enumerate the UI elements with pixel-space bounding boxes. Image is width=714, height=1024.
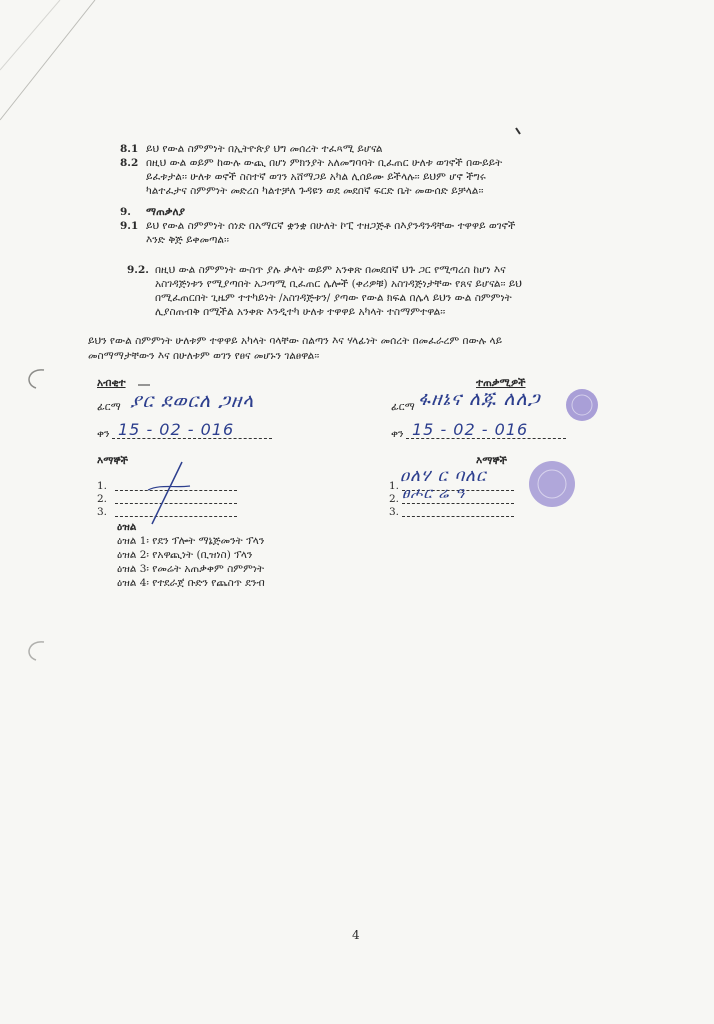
attachment-1: ዕዝል 1፡ የደን ፕሎት ማኔጅመንት ፕላን [117, 535, 265, 547]
right-witness-3-number: 3. [389, 506, 400, 518]
section-9-title: ማጠቃለያ [146, 206, 186, 218]
left-witnesses-heading: እማኞች [97, 455, 129, 467]
left-date-line [112, 438, 272, 439]
left-witness-1-number: 1. [97, 480, 108, 492]
clause-8-2-number: 8.2 [120, 157, 139, 169]
clause-9-2-line-1: በዚህ ውል ስምምነት ውስጥ ያሉ ቃላት ወይም አንቀጽ በመደበኛ ህጉ ጋር የሚጣረስ ከሆነ እና [155, 264, 506, 276]
right-signature: ፋዘኔና ለጁ ለለጋ [418, 388, 541, 410]
page-number: 4 [352, 928, 360, 942]
clause-9-2-line-4: ሊያስጠብቅ በሚችል አንቀጽ እንዲተካ ሁለቱ ተዋዋይ አካላት ተስማምተዋል፡፡ [155, 306, 446, 318]
clause-8-1-text: ይህ የውል ስምምነት በኢትዮጵያ ህግ መሰረት ተፈጻሚ ይሆናል [146, 143, 383, 155]
left-heading-strike [138, 378, 150, 390]
attachment-2: ዕዝል 2፡ የአዋጪነት (ቢዝነስ) ፕላን [117, 549, 253, 561]
left-witness-2-number: 2. [97, 493, 108, 505]
right-witness-2-line [402, 503, 514, 504]
clause-9-1-line-2: እንድ ቅጅ ይቀመጣል፡፡ [146, 234, 229, 246]
right-witness-stamp [526, 456, 578, 512]
right-witness-2-number: 2. [389, 493, 400, 505]
left-witness-3-number: 3. [97, 506, 108, 518]
section-9-number: 9. [120, 206, 131, 218]
left-date: 15 - 02 - 016 [118, 420, 235, 439]
right-sign-stamp [562, 385, 602, 425]
attachment-4: ዕዝል 4፡ የተደራጀ ቡድን የጨስጥ ደንብ [117, 577, 265, 589]
right-sign-label: ፊርማ [391, 401, 415, 413]
attachments-heading: ዕዝል [117, 521, 137, 533]
clause-9-2-number: 9.2. [127, 264, 149, 276]
clause-8-2-line-1: በዚህ ውል ወይም ከውሉ ውጪ በሆነ ምክንያት አለመግባባት ቢፈጠር ሁለቱ ወገኖች በውይይት [146, 157, 503, 169]
attachment-3: ዕዝል 3፡ የመሬት አጠቃቀም ስምምነት [117, 563, 265, 575]
right-witnesses-heading: እማኞች [476, 455, 508, 467]
clause-8-1-number: 8.1 [120, 143, 139, 155]
clause-9-1-number: 9.1 [120, 220, 139, 232]
left-date-label: ቀን [97, 428, 110, 440]
clause-8-2-line-2: ይፈቱታል፡፡ ሁለቱ ወኖች ስስተኛ ወገን አሸማጋይ አካል ሊሰይሙ ይችላሉ፡፡ ይህም ሆኖ ችግሩ [146, 171, 486, 183]
left-witness-scribble [140, 460, 200, 530]
right-party-heading: ተጠቃሚዎች [476, 377, 526, 389]
punch-hole-top [22, 366, 46, 390]
clause-9-2-line-3: በሚፈጠርበት ጊዜም ተተካይነት /አስገዳጅቱን/ ያጣው የውል ክፍል በሌላ ይህን ውል ስምምነት [155, 292, 512, 304]
right-date: 15 - 02 - 016 [412, 420, 529, 439]
closing-line-2: መስማማታቸውን እና በሁለቱም ወገን የፀና መሆኑን ገልፀዋል፡፡ [88, 350, 320, 362]
left-sign-label: ፊርማ [97, 401, 121, 413]
clause-8-2-line-3: ካልተፈታና ስምምነት መድረስ ካልተቻለ ጉዳዩን ወደ መደበኛ ፍርድ ቤት መውሰድ ይቻላል፡፡ [146, 185, 484, 197]
left-party-heading: አብቂተ [97, 377, 126, 389]
clause-9-2-line-2: አስገዳጅነቱን የሚያጣበት አጋጣሚ ቢፈጠር ሌሎች (ቀሪዎቹ) አስገዳጅነታቸው የጸና ይሆናል፡፡ ይህ [155, 278, 522, 290]
left-signature: ያር ደወርለ ጋዘላ [130, 390, 255, 412]
right-date-label: ቀን [391, 428, 404, 440]
right-witness-2-signature: ፀሖር ሬ ዓ [402, 484, 466, 502]
right-witness-1-signature: ዐለሃ ር ባለር [400, 466, 487, 486]
right-date-line [406, 438, 566, 439]
punch-hole-bottom [22, 638, 46, 662]
right-witness-1-number: 1. [389, 480, 400, 492]
clause-9-1-line-1: ይህ የውል ስምምነት ሰነድ በአማርኛ ቋንቋ በሁለት ኮፒ ተዘጋጅቶ በእያንዳንዳቸው ተዋዋይ ወገኖች [146, 220, 516, 232]
right-witness-3-line [402, 516, 514, 517]
closing-line-1: ይህን የውል ስምምነት ሁለቱም ተዋዋይ አካላት ባላቸው ስልጣን እና ሃላፊነት መሰረት በመፈራረም በውሉ ላይ [88, 335, 503, 347]
